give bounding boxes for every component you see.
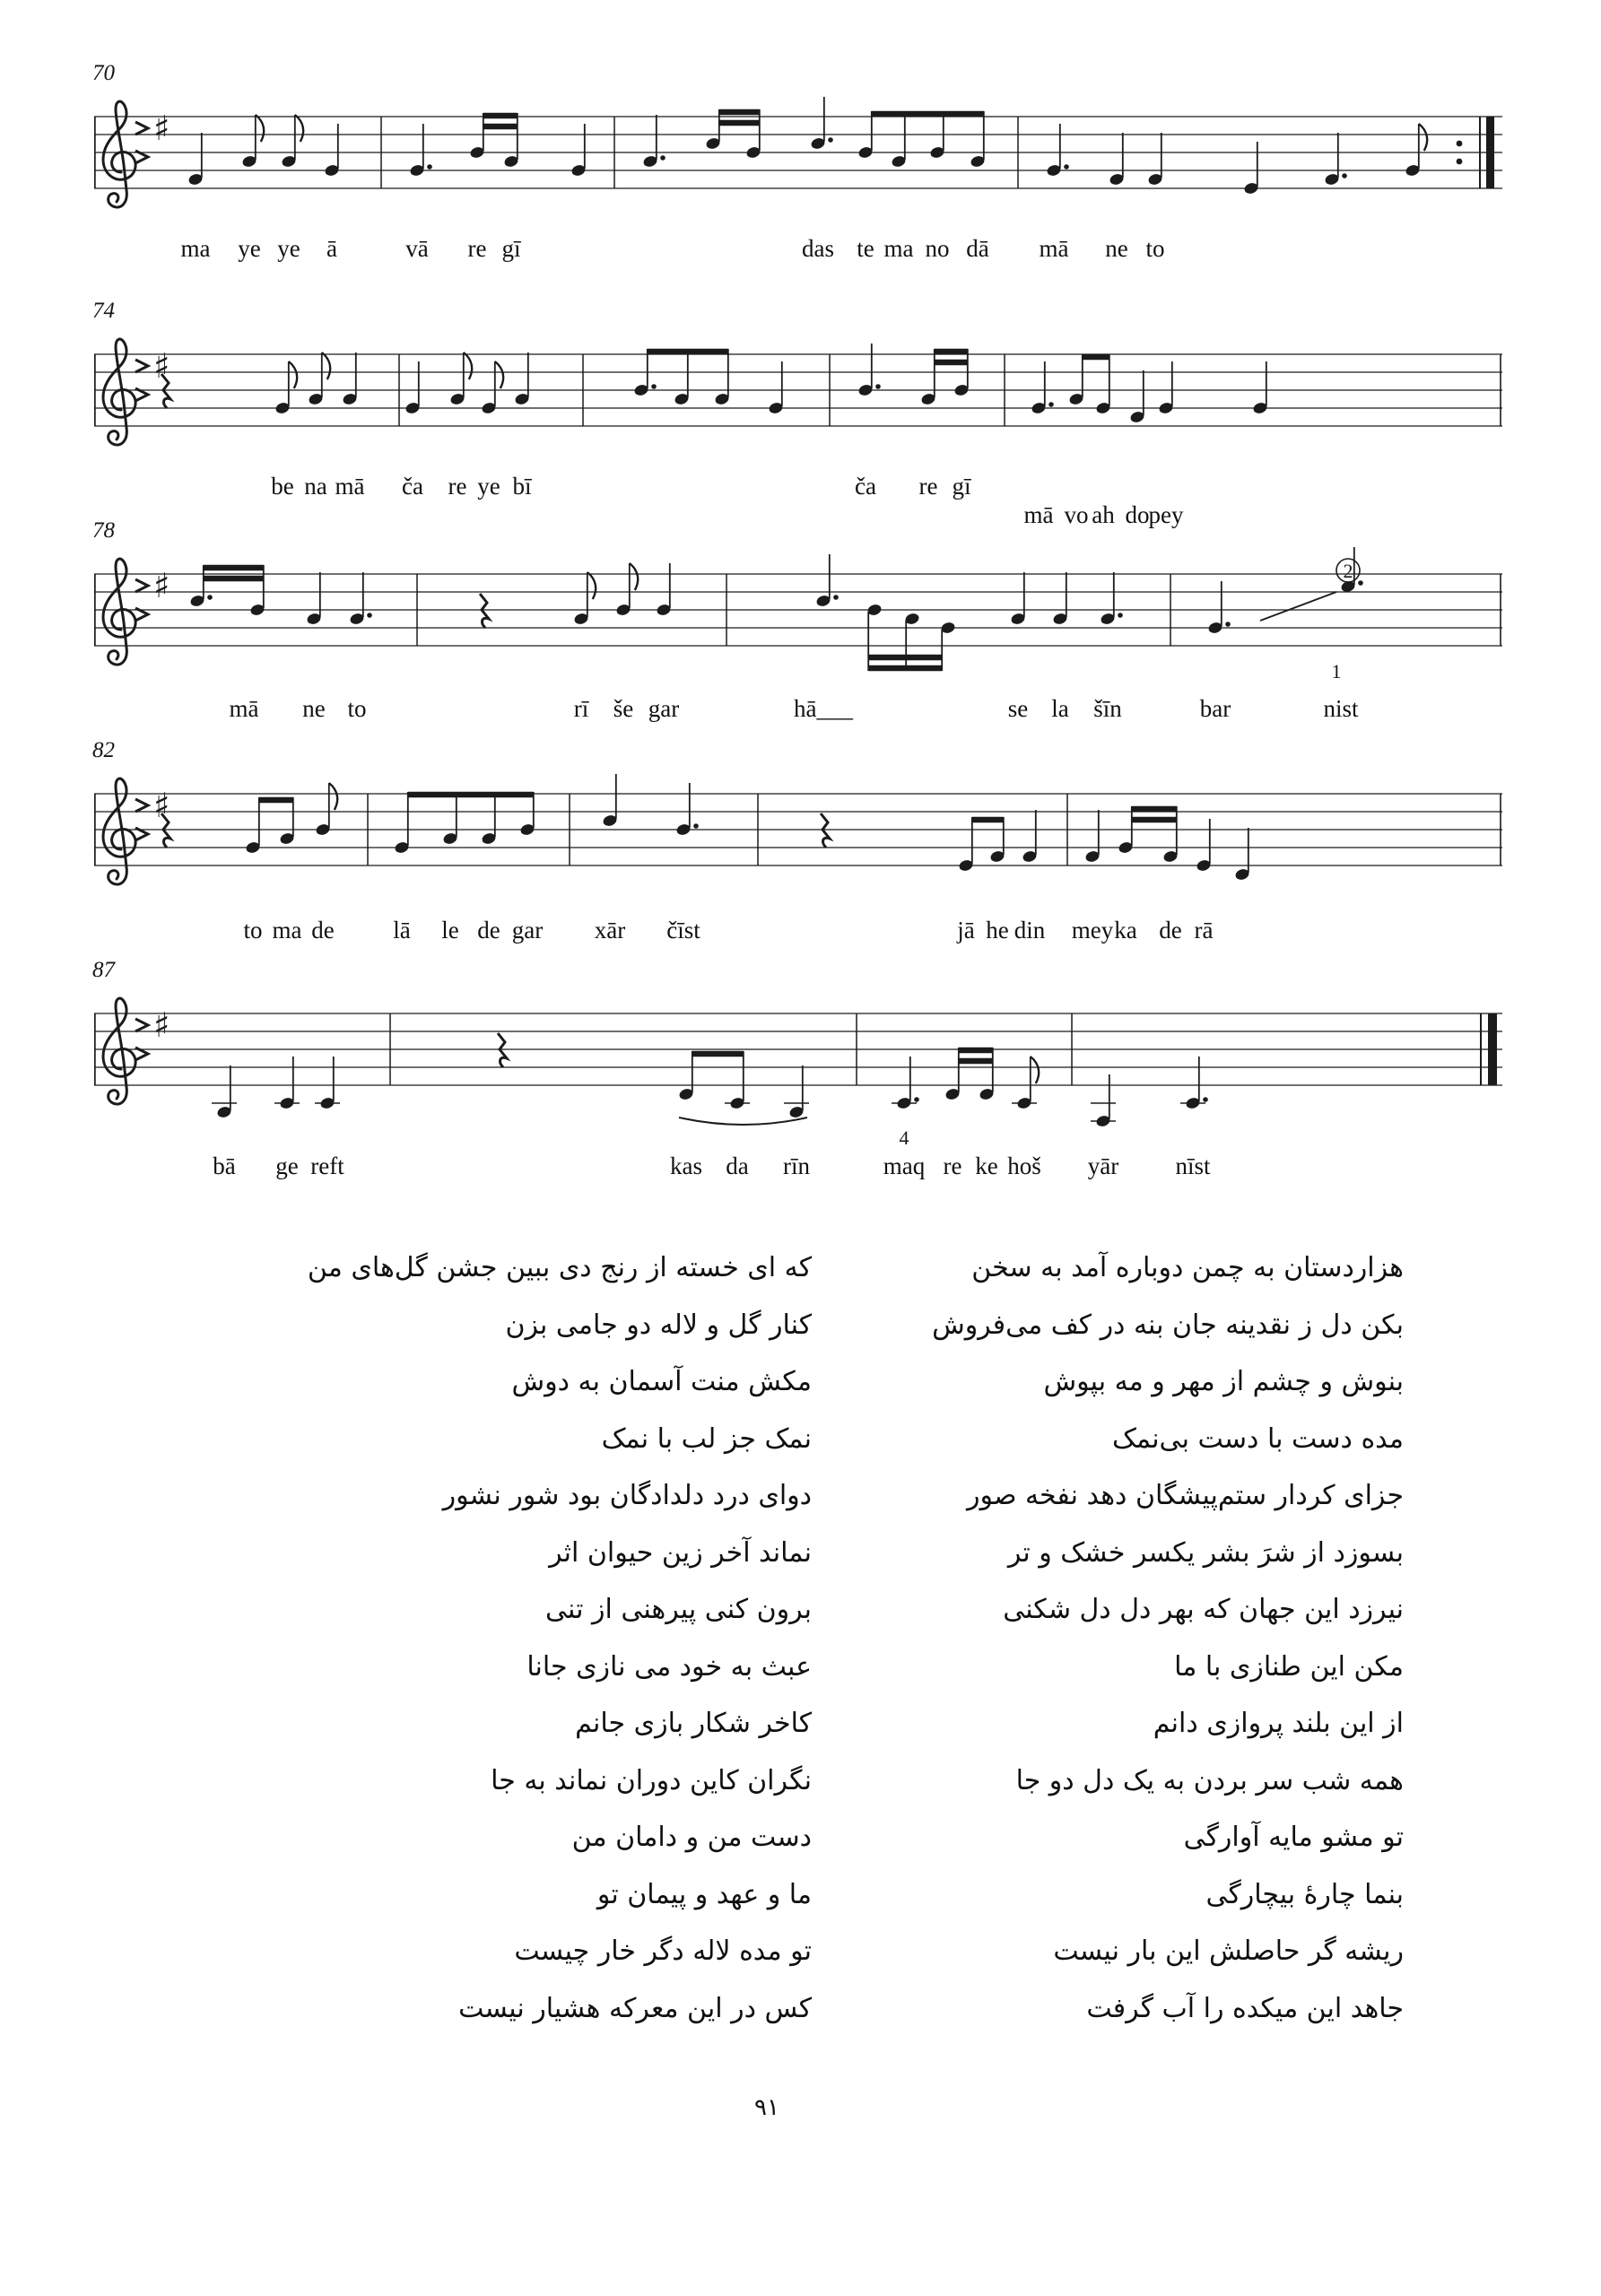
lyric-syllable: do — [1125, 501, 1150, 528]
poem-line-right: جزای کردار ستم‌پیشگان دهد نفخه صور — [966, 1480, 1404, 1511]
accent-mark — [135, 360, 148, 372]
lyric-syllable: to — [347, 695, 367, 722]
lyric-syllable: gī — [501, 235, 521, 262]
poem-line-right: جاهد این میکده را آب گرفت — [1086, 1992, 1404, 2024]
eighth-flag — [329, 783, 337, 810]
lyric-syllable: din — [1014, 917, 1046, 944]
eighth-flag — [256, 115, 264, 142]
staff-svg — [94, 547, 1502, 709]
lyric-syllable: mā — [1023, 501, 1054, 528]
poem-line-right: مده دست با دست بی‌نمک — [1112, 1422, 1404, 1455]
poem-line-left: دست من و دامان من — [571, 1822, 812, 1853]
annotation-number: 1 — [1331, 660, 1342, 683]
lyric-syllable: na — [304, 473, 327, 500]
lyric-syllable: da — [726, 1152, 749, 1179]
lyric-syllable: lā — [393, 917, 411, 944]
quarter-rest — [480, 594, 489, 628]
lyric-syllable: no — [925, 235, 950, 262]
augmentation-dot — [1225, 622, 1231, 627]
measure-number: 82 — [92, 738, 115, 762]
poem-line-left: نماند آخر زین حیوان اثر — [549, 1536, 812, 1569]
lyric-syllable: de — [1159, 917, 1182, 944]
lyric-syllable: ye — [238, 235, 261, 262]
accent-mark — [135, 579, 148, 592]
augmentation-dot — [1064, 164, 1069, 170]
lyric-syllable: dā — [966, 235, 989, 262]
lyric-syllable: le — [441, 917, 459, 944]
augmentation-dot — [367, 613, 372, 618]
lyric-syllable: hoš — [1007, 1152, 1041, 1179]
poem-line-right: همه شب سر بردن به یک دل دو جا — [1015, 1764, 1404, 1796]
eighth-flag — [322, 352, 330, 379]
page-number: ۹۱ — [754, 2094, 779, 2121]
lyric-syllable: ye — [277, 235, 300, 262]
poem-line-left: عبث به خود می نازی جانا — [526, 1650, 812, 1683]
sharp-sign: ♯ — [153, 109, 170, 148]
lyric-syllable: bī — [512, 473, 532, 500]
measure-number: 74 — [92, 299, 115, 323]
lyric-syllable: gar — [648, 695, 680, 722]
lyric-syllable: de — [477, 917, 500, 944]
poem-line-left: دوای درد دلدادگان بود شور نشور — [442, 1480, 812, 1511]
lyric-syllable: das — [802, 235, 834, 262]
augmentation-dot — [207, 595, 213, 600]
lyric-syllable: yār — [1087, 1152, 1119, 1179]
lyric-syllable: maq — [883, 1152, 926, 1179]
staff-svg — [94, 987, 1502, 1148]
lyric-syllable: gī — [952, 473, 971, 500]
poem-line-right: تو مشو مایه آوارگی — [1183, 1822, 1404, 1853]
lyric-syllable: gar — [511, 917, 544, 944]
lyric-syllable: ma — [272, 917, 302, 944]
thick-barline — [1486, 117, 1494, 188]
lyric-syllable: rīn — [783, 1152, 810, 1179]
poem-line-right: نیرزد این جهان که بهر دل دل شکنی — [1003, 1594, 1404, 1625]
poem-line-left: نگران کاین دوران نماند به جا — [491, 1764, 812, 1796]
lyric-syllable: vo — [1064, 501, 1089, 528]
augmentation-dot — [1342, 173, 1347, 178]
augmentation-dot — [914, 1097, 919, 1102]
augmentation-dot — [651, 384, 657, 389]
lyric-syllable: mey — [1071, 917, 1114, 944]
augmentation-dot — [828, 137, 833, 143]
lyric-syllable: xār — [594, 917, 626, 944]
poem-line-right: ریشه گر حاصلش این بار نیست — [1053, 1935, 1404, 1967]
lyric-syllable: re — [467, 235, 487, 262]
eighth-flag — [295, 115, 303, 142]
augmentation-dot — [1203, 1097, 1208, 1102]
lyric-syllable: ke — [975, 1152, 998, 1179]
lyric-syllable: to — [243, 917, 263, 944]
lyric-syllable: de — [311, 917, 335, 944]
poem-line-right: از این بلند پروازی دانم — [1153, 1708, 1404, 1739]
eighth-flag — [289, 361, 297, 388]
augmentation-dot — [875, 384, 881, 389]
glissando-line — [1260, 592, 1336, 621]
sharp-sign: ♯ — [153, 566, 170, 605]
accent-mark — [135, 122, 148, 135]
poem-line-right: بکن دل ز نقدینه جان بنه در کف می‌فروش — [932, 1309, 1404, 1341]
augmentation-dot — [693, 823, 699, 829]
lyric-syllable: mā — [1039, 235, 1069, 262]
poem-line-left: کس در این معرکه هشیار نیست — [458, 1992, 812, 2024]
lyric-syllable: he — [986, 917, 1009, 944]
lyric-syllable: ne — [1105, 235, 1128, 262]
sharp-sign: ♯ — [153, 1005, 170, 1045]
accent-mark — [135, 1019, 148, 1031]
lyric-syllable: reft — [310, 1152, 344, 1179]
lyric-syllable: ge — [275, 1152, 299, 1179]
accent-mark — [135, 799, 148, 812]
lyric-syllable: kas — [670, 1152, 702, 1179]
eighth-flag — [1031, 1057, 1039, 1083]
lyric-syllable: pey — [1148, 501, 1184, 528]
measure-number: 87 — [92, 958, 115, 982]
augmentation-dot — [1358, 580, 1363, 586]
lyric-syllable: re — [943, 1152, 962, 1179]
lyric-syllable: mā — [229, 695, 259, 722]
sharp-sign: ♯ — [153, 346, 170, 386]
lyric-syllable: ah — [1092, 501, 1115, 528]
lyric-syllable: re — [448, 473, 467, 500]
poem-line-right: بسوزد از شرَ بشر یکسر خشک و تر — [1007, 1536, 1404, 1569]
poem-line-left: مکش منت آسمان به دوش — [511, 1366, 812, 1397]
poem-line-left: کاخر شکار بازی جانم — [575, 1708, 812, 1739]
thick-barline — [1488, 1013, 1497, 1085]
eighth-flag — [495, 361, 503, 388]
lyric-syllable: ye — [477, 473, 500, 500]
lyric-syllable: šīn — [1093, 695, 1122, 722]
lyric-syllable: be — [271, 473, 294, 500]
slur — [679, 1118, 807, 1125]
lyric-syllable: jā — [957, 917, 975, 944]
measure-number: 78 — [92, 518, 115, 543]
lyric-syllable: te — [857, 235, 874, 262]
repeat-dot — [1457, 141, 1463, 147]
eighth-flag — [587, 572, 596, 599]
lyric-syllable: ka — [1114, 917, 1137, 944]
lyric-syllable: se — [1007, 695, 1029, 722]
lyric-syllable: re — [918, 473, 938, 500]
lyric-syllable: ča — [855, 473, 876, 500]
augmentation-dot — [427, 164, 432, 170]
sharp-sign: ♯ — [153, 786, 170, 825]
staff-svg — [94, 767, 1502, 928]
poem-line-right: مکن این طنازی با ما — [1174, 1650, 1404, 1683]
lyric-syllable: ma — [180, 235, 211, 262]
lyric-syllable: bā — [213, 1152, 236, 1179]
lyric-syllable: ne — [302, 695, 326, 722]
poem-line-right: هزاردستان به چمن دوباره آمد به سخن — [971, 1252, 1404, 1283]
poem-line-left: کنار گل و لاله دو جامی بزن — [505, 1309, 812, 1341]
lyric-syllable: ma — [883, 235, 914, 262]
lyric-syllable: rā — [1194, 917, 1214, 944]
eighth-flag — [630, 563, 638, 590]
augmentation-dot — [1048, 402, 1054, 407]
staff-svg — [94, 327, 1502, 489]
poem-line-right: بنما چارهٔ بیچارگی — [1205, 1878, 1404, 1910]
poem-line-left: تو مده لاله دگر خار چیست — [514, 1935, 812, 1967]
augmentation-dot — [660, 155, 666, 161]
lyric-syllable: to — [1145, 235, 1165, 262]
annotation-number: 2 — [1343, 560, 1353, 582]
lyric-syllable: mā — [335, 473, 365, 500]
measure-number: 70 — [92, 61, 115, 85]
lyric-syllable: nist — [1323, 695, 1359, 722]
lyric-syllable: nīst — [1175, 1152, 1211, 1179]
repeat-dot — [1457, 159, 1463, 165]
lyric-syllable: še — [613, 695, 634, 722]
staff-svg — [94, 90, 1502, 251]
eighth-flag — [464, 352, 472, 379]
poem-line-right: بنوش و چشم از مهر و مه بپوش — [1043, 1366, 1404, 1397]
lyric-syllable: ā — [326, 235, 337, 262]
lyric-syllable: hā___ — [794, 695, 853, 722]
lyric-syllable: la — [1051, 695, 1069, 722]
annotation-number: 4 — [899, 1126, 909, 1148]
lyric-syllable: čīst — [666, 917, 700, 944]
poem-line-left: نمک جز لب با نمک — [601, 1422, 812, 1455]
poem-line-left: ما و عهد و پیمان تو — [596, 1878, 812, 1910]
lyric-syllable: bar — [1199, 695, 1231, 722]
poem-line-left: که ای خسته از رنج دی ببین جشن گل‌های من — [307, 1252, 812, 1283]
quarter-rest — [498, 1033, 507, 1067]
quarter-rest — [821, 813, 830, 848]
augmentation-dot — [1118, 613, 1123, 618]
poem-line-left: برون کنی پیرهنی از تنی — [545, 1594, 812, 1625]
eighth-flag — [1419, 124, 1427, 151]
lyric-syllable: ča — [402, 473, 423, 500]
lyric-syllable: rī — [573, 695, 589, 722]
lyric-syllable: vā — [405, 235, 429, 262]
augmentation-dot — [833, 595, 839, 600]
